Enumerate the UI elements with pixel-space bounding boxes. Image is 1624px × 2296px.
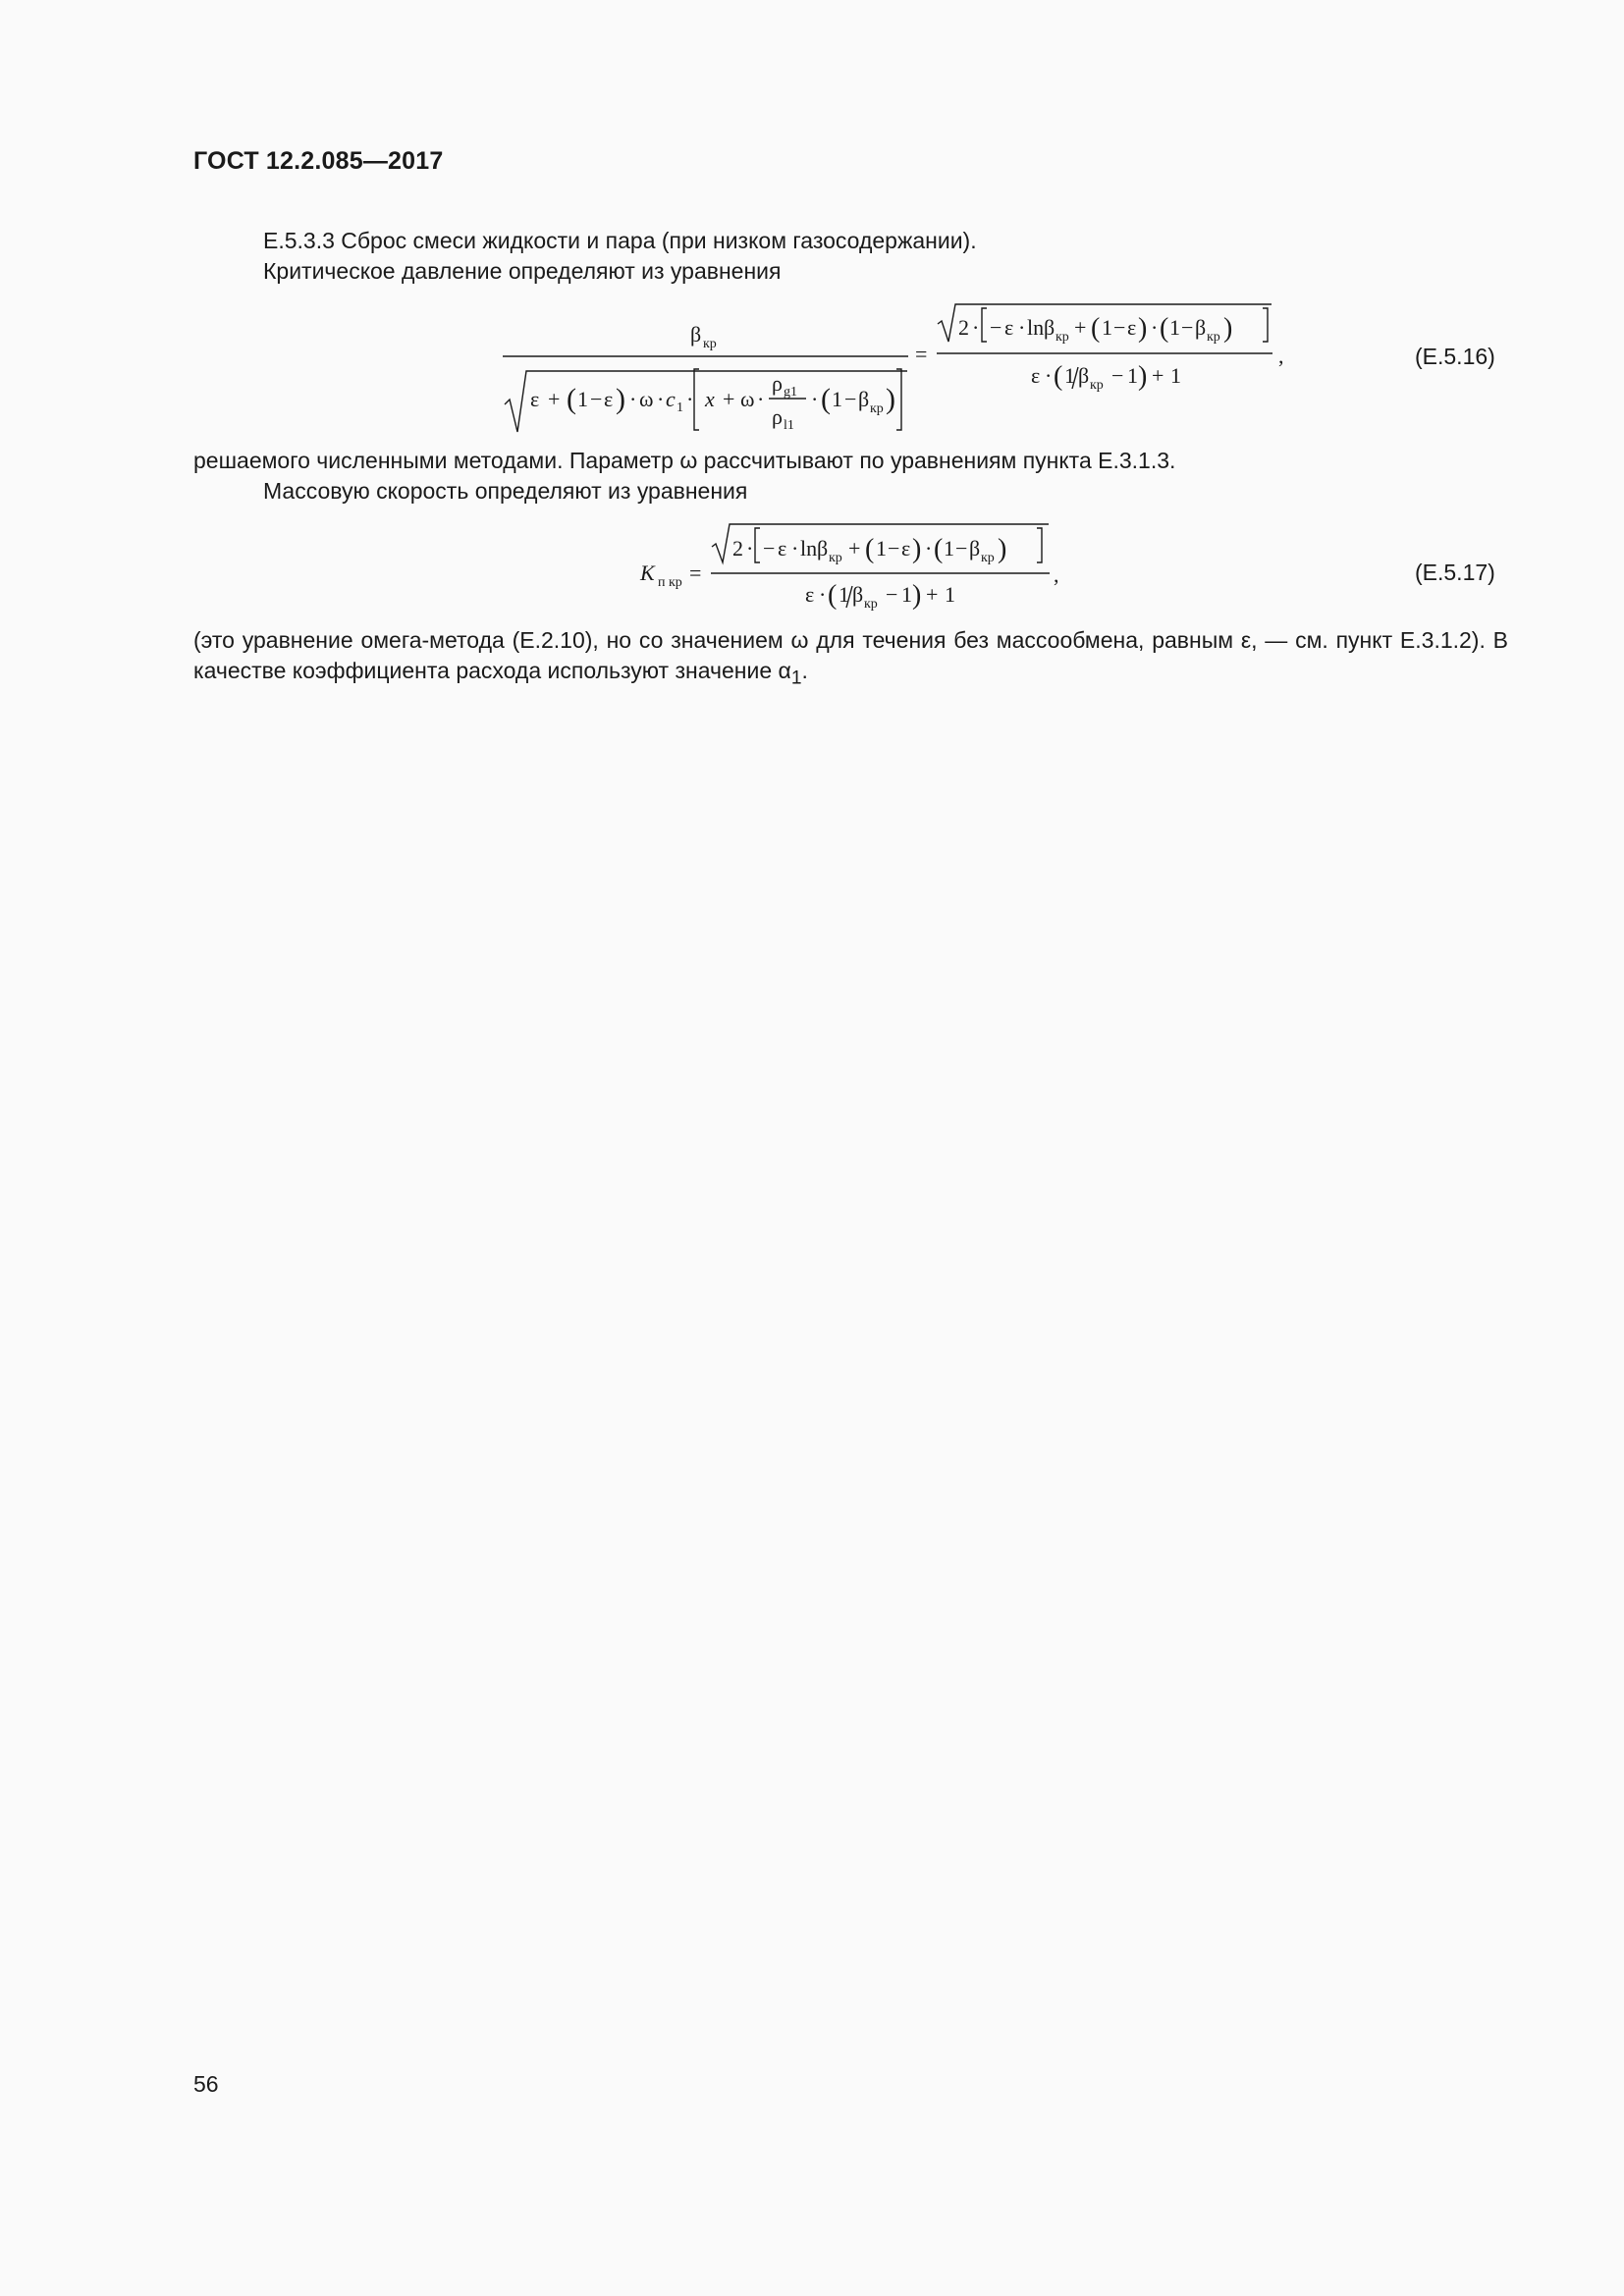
- section-heading: Е.5.3.3 Сброс смеси жидкости и пара (при низком газосодержании).: [263, 228, 977, 253]
- svg-text:1: 1: [1127, 363, 1138, 388]
- svg-text:кр: кр: [981, 551, 995, 565]
- svg-text:кр: кр: [864, 597, 878, 612]
- page-number: 56: [193, 2071, 219, 2097]
- svg-text:c: c: [666, 387, 676, 411]
- svg-text:·: ·: [629, 387, 637, 411]
- svg-text:): ): [998, 534, 1007, 564]
- svg-text:ω: ω: [740, 387, 755, 411]
- svg-text:β: β: [858, 387, 870, 411]
- svg-text:·: ·: [811, 387, 819, 411]
- svg-text:+: +: [1074, 315, 1087, 340]
- svg-text:): ): [1138, 361, 1148, 392]
- final-paragraph: (это уравнение омега-метода (Е.2.10), но со значением ω для течения без массообмена, равным ε, — см. пункт Е.3.1.2). В качестве коэффициента расхода используют значение $\alpha_1$.: [193, 627, 1508, 689]
- svg-text:кр: кр: [829, 551, 842, 565]
- svg-text:1: 1: [839, 582, 849, 607]
- svg-text:+: +: [848, 536, 861, 561]
- svg-text:ε: ε: [1031, 363, 1041, 388]
- svg-text:кр: кр: [1207, 330, 1220, 345]
- svg-text:+: +: [926, 582, 939, 607]
- svg-text:ε: ε: [1004, 315, 1014, 340]
- svg-text:−: −: [590, 387, 603, 411]
- svg-text:2: 2: [732, 536, 743, 561]
- svg-text:): ): [886, 383, 895, 415]
- svg-text:): ): [1223, 313, 1233, 344]
- svg-text:ε: ε: [805, 582, 815, 607]
- svg-text:−: −: [1111, 363, 1124, 388]
- equation-number-e-5-17: (Е.5.17): [1415, 560, 1495, 585]
- svg-text:β: β: [969, 536, 981, 561]
- svg-text:·: ·: [819, 582, 827, 607]
- svg-text:1: 1: [901, 582, 912, 607]
- svg-text:−: −: [990, 315, 1002, 340]
- svg-text:п кр: п кр: [658, 575, 682, 590]
- svg-text:−: −: [763, 536, 776, 561]
- svg-text:·: ·: [1045, 363, 1053, 388]
- svg-text:(: (: [1091, 313, 1101, 344]
- svg-text:ρ: ρ: [772, 404, 783, 429]
- svg-text:ε: ε: [604, 387, 614, 411]
- svg-text:1: 1: [1102, 315, 1112, 340]
- svg-text:ω: ω: [639, 387, 654, 411]
- svg-text:·: ·: [686, 387, 694, 411]
- svg-text:−: −: [1181, 315, 1194, 340]
- svg-text:1: 1: [577, 387, 588, 411]
- svg-text:): ): [912, 580, 922, 611]
- svg-text:кр: кр: [703, 337, 717, 351]
- svg-text:,: ,: [1054, 562, 1059, 587]
- svg-text:кр: кр: [1090, 378, 1104, 393]
- svg-text:(: (: [1054, 361, 1063, 392]
- svg-text:·: ·: [1151, 315, 1159, 340]
- svg-text:·: ·: [791, 536, 799, 561]
- svg-text:β: β: [852, 582, 864, 607]
- svg-text:ε: ε: [778, 536, 787, 561]
- mass-velocity-intro: Массовую скорость определяют из уравнения: [263, 478, 748, 504]
- intro-paragraph: Критическое давление определяют из уравнения: [263, 258, 782, 284]
- text-after-equation-16: решаемого численными методами. Параметр ω рассчитывают по уравнениям пункта Е.3.1.3.: [193, 448, 1176, 473]
- svg-text:ε: ε: [901, 536, 911, 561]
- equation-number-e-5-16: (Е.5.16): [1415, 344, 1495, 369]
- svg-text:·: ·: [757, 387, 765, 411]
- svg-text:ε: ε: [1127, 315, 1137, 340]
- svg-text:g1: g1: [784, 385, 797, 400]
- svg-text:·: ·: [1018, 315, 1026, 340]
- svg-text:1: 1: [944, 536, 954, 561]
- svg-text:(: (: [865, 534, 875, 564]
- equation-e-5-16: [491, 294, 1296, 442]
- svg-text:кр: кр: [1056, 330, 1069, 345]
- svg-text:1: 1: [1169, 315, 1180, 340]
- svg-text:): ): [616, 383, 625, 415]
- svg-text:(: (: [821, 383, 831, 415]
- svg-text:+: +: [548, 387, 561, 411]
- svg-text:·: ·: [746, 536, 754, 561]
- svg-text:·: ·: [972, 315, 980, 340]
- svg-text:β: β: [1044, 315, 1056, 340]
- equation-e-5-17: [638, 515, 1070, 614]
- svg-text:−: −: [888, 536, 900, 561]
- svg-text:=: =: [915, 342, 928, 366]
- svg-text:(: (: [828, 580, 838, 611]
- svg-text:кр: кр: [870, 401, 884, 416]
- svg-text:ρ: ρ: [772, 371, 783, 396]
- svg-text:(: (: [1160, 313, 1169, 344]
- svg-text:1: 1: [677, 400, 683, 415]
- svg-text:ln: ln: [800, 536, 818, 561]
- svg-text:β: β: [1078, 363, 1090, 388]
- svg-text:1: 1: [1064, 363, 1075, 388]
- svg-text:·: ·: [925, 536, 933, 561]
- svg-text:−: −: [844, 387, 857, 411]
- svg-text:−: −: [1113, 315, 1126, 340]
- svg-text:+: +: [1152, 363, 1164, 388]
- svg-text:K: K: [640, 561, 655, 585]
- svg-text:1: 1: [876, 536, 887, 561]
- lhs-numerator-beta: β: [690, 322, 702, 347]
- svg-text:(: (: [567, 383, 576, 415]
- svg-text:β: β: [817, 536, 829, 561]
- svg-text:1: 1: [945, 582, 955, 607]
- svg-text:x: x: [705, 387, 715, 411]
- svg-text:−: −: [886, 582, 898, 607]
- svg-text:+: +: [723, 387, 735, 411]
- svg-text:ln: ln: [1027, 315, 1045, 340]
- svg-text:2: 2: [958, 315, 969, 340]
- svg-text:·: ·: [657, 387, 665, 411]
- svg-text:,: ,: [1278, 344, 1284, 368]
- svg-text:l1: l1: [784, 418, 794, 433]
- svg-text:β: β: [1195, 315, 1207, 340]
- document-header-title: ГОСТ 12.2.085—2017: [193, 147, 444, 175]
- svg-text:1: 1: [1170, 363, 1181, 388]
- svg-text:): ): [1138, 313, 1148, 344]
- svg-text:(: (: [934, 534, 944, 564]
- svg-text:−: −: [955, 536, 968, 561]
- svg-text:=: =: [689, 561, 702, 585]
- svg-text:): ): [912, 534, 922, 564]
- svg-text:ε: ε: [530, 387, 540, 411]
- svg-text:1: 1: [832, 387, 842, 411]
